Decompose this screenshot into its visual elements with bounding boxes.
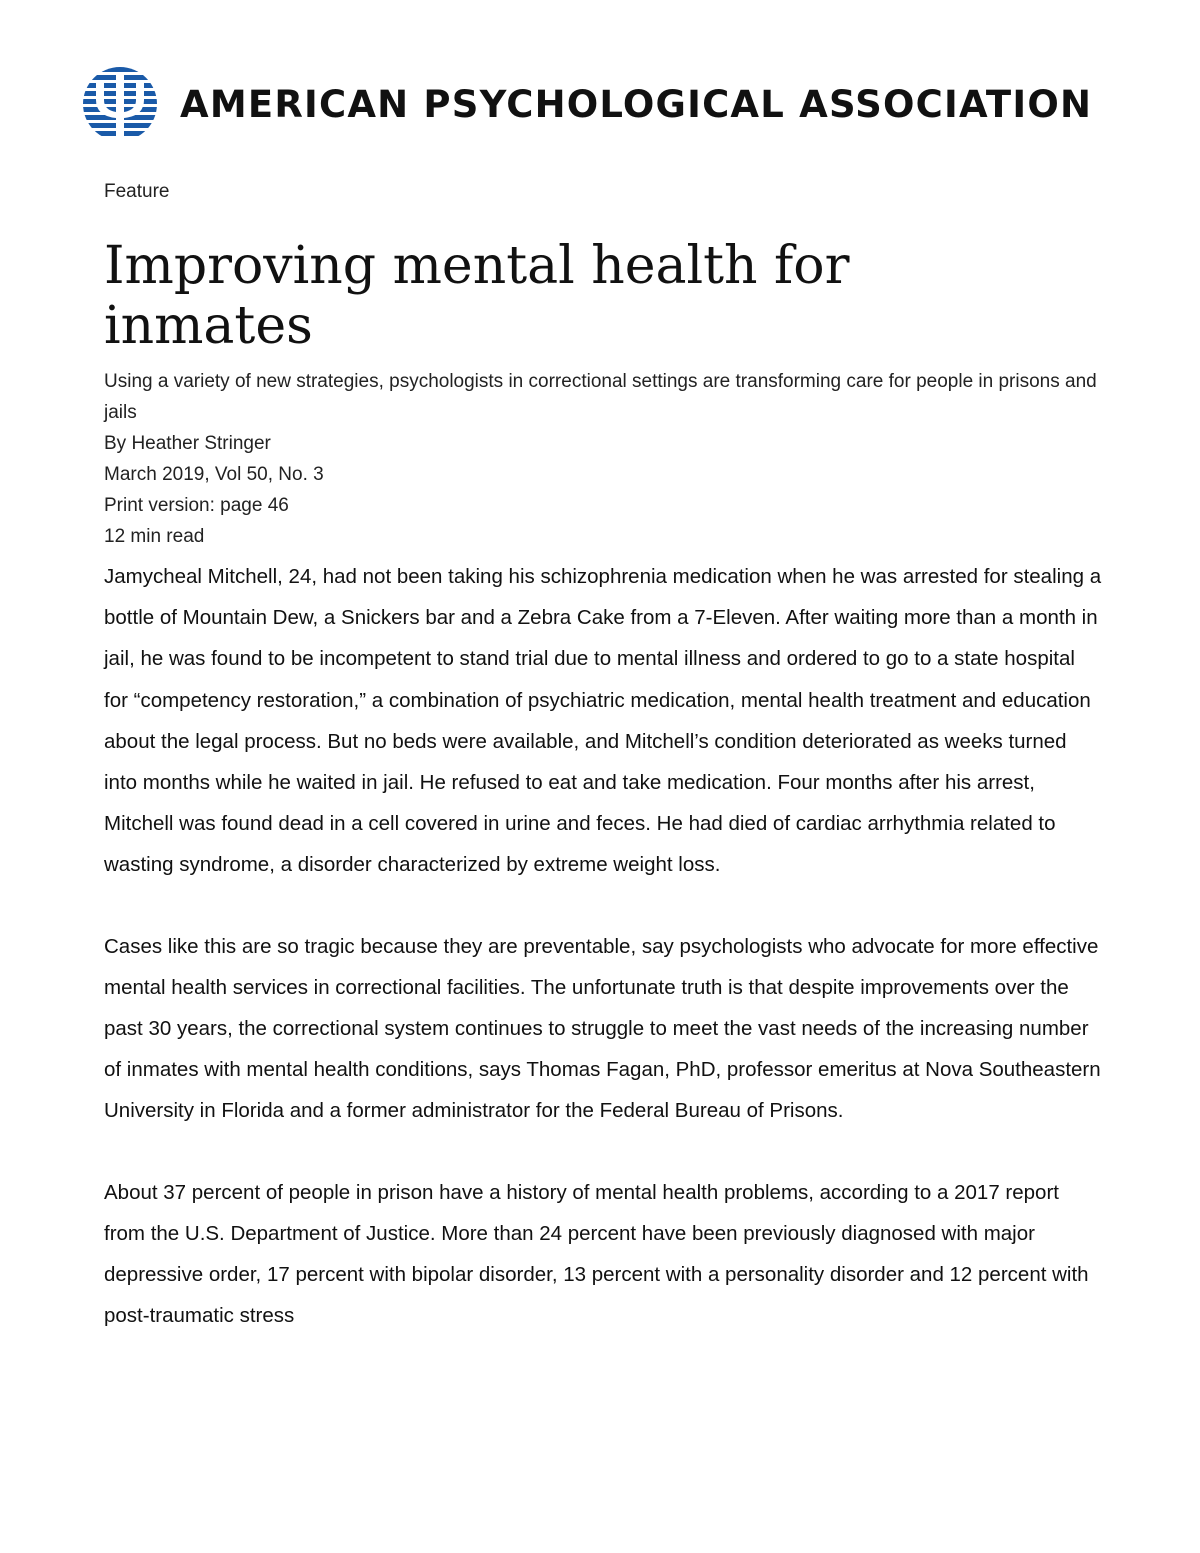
article-body <box>104 556 1104 1336</box>
article-title: Improving mental health for inmates <box>104 236 850 356</box>
brand-name: AMERICAN PSYCHOLOGICAL ASSOCIATION <box>180 82 1093 126</box>
site-header[interactable] <box>82 66 1092 142</box>
apa-psi-logo-icon <box>82 66 158 142</box>
body-paragraph: About 37 percent of people in prison have a history of mental health problems, according to a 2017 report from the U.S. Department of Justice. More than 24 percent have been previously diagnosed with major depressive order, 17 percent with bipolar disorder, 13 percent with a personality disorder and 12 percent with post-traumatic stress <box>104 1180 1089 1328</box>
article-print-version: Print version: page 46 <box>104 495 289 516</box>
article-kicker: Feature <box>104 181 170 202</box>
article-read-time: 12 min read <box>104 526 205 547</box>
article-issue: March 2019, Vol 50, No. 3 <box>104 464 324 485</box>
body-paragraph: Cases like this are so tragic because they are preventable, say psychologists who advocate for more effective mental health services in correctional facilities. The unfortunate truth is that despite improvements over the past 30 years, the correctional system continues to struggle to meet the vast needs of the increasing number of inmates with mental health conditions, says Thomas Fagan, PhD, professor emeritus at Nova Southeastern University in Florida and a former administrator for the Federal Bureau of Prisons. <box>104 934 1101 1123</box>
article-byline: By Heather Stringer <box>104 433 271 454</box>
body-paragraph: Jamycheal Mitchell, 24, had not been taking his schizophrenia medication when he was arrested for stealing a bottle of Mountain Dew, a Snickers bar and a Zebra Cake from a 7-Eleven. After waiting more than a month in jail, he was found to be incompetent to stand trial due to mental illness and ordered to go to a state hospital for “competency restoration,” a combination of psychiatric medication, mental health treatment and education about the legal process. But no beds were available, and Mitchell’s condition deteriorated as weeks turned into months while he waited in jail. He refused to eat and take medication. Four months after his arrest, Mitchell was found dead in a cell covered in urine and feces. He had died of cardiac arrhythmia related to wasting syndrome, a disorder characterized by extreme weight loss. <box>104 565 1102 877</box>
article-meta <box>104 366 1104 552</box>
article <box>104 178 1104 1376</box>
article-subtitle: Using a variety of new strategies, psychologists in correctional settings are transforming care for people in prisons and jails <box>104 371 1097 423</box>
